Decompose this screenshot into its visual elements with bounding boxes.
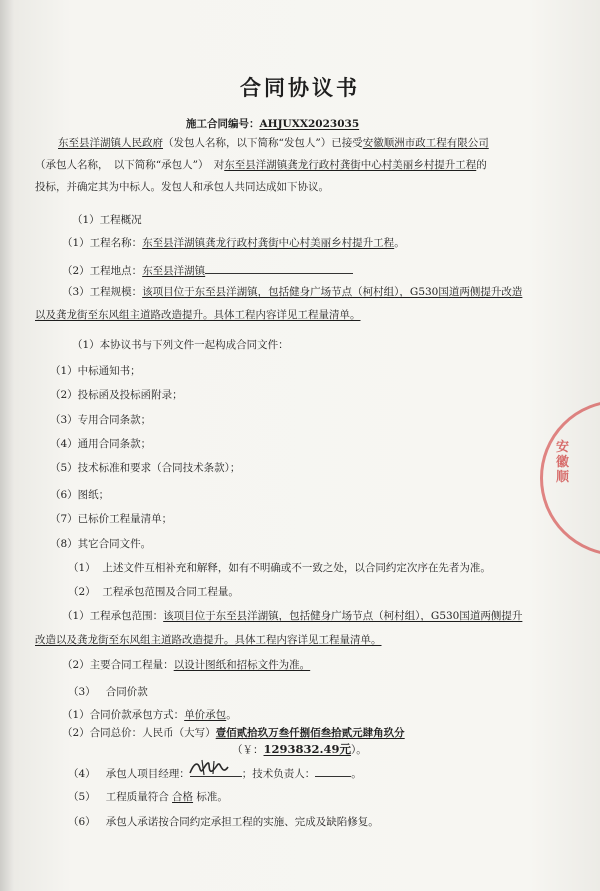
priority-note-text: 上述文件互相补充和解释，如有不明确或不一致之处，以合同约定次序在先者为准。 [102, 562, 491, 574]
section-5-number: （4） [68, 768, 96, 780]
total-price-close: ）。 [351, 744, 367, 756]
company-seal-text: 安徽顺 [556, 440, 570, 485]
project-name-value: 东至县洋湖镇龚龙行政村龚街中心村美丽乡村提升工程 [142, 237, 395, 249]
pricing-mode-tail: 。 [226, 709, 237, 721]
section-3-number: （2） [68, 586, 96, 598]
tech-lead-blank [315, 765, 351, 777]
total-price-number-line [232, 742, 367, 757]
pricing-mode-label: （1）合同价款承包方式： [62, 709, 185, 721]
scope-label: （1）工程承包范围： [62, 610, 164, 622]
section-1-heading: （1）工程概况 [72, 214, 142, 226]
commitment-text: 承包人承诺按合同约定承担工程的实施、完成及缺陷修复。 [105, 816, 379, 828]
document-item-6: （6）图纸； [50, 489, 110, 501]
commitment-line [68, 815, 379, 829]
document-item-8: （8）其它合同文件。 [50, 538, 152, 550]
section-6-number: （5） [68, 791, 96, 803]
project-name-line [62, 236, 405, 250]
project-name-tail: 。 [394, 237, 405, 249]
project-scale-line-2: 以及龚龙街至东风组主道路改造提升。具体工程内容详见工程量清单。 [35, 309, 361, 321]
document-item-5: （5）技术标准和要求（合同技术条款）； [50, 462, 241, 474]
total-price-label: （2）合同总价：人民币（大写） [62, 727, 216, 739]
scope-text-1: 该项目位于东至县洋湖镇，包括健身广场节点（柯村组），G530国道两侧提升 [163, 610, 523, 622]
total-price-line [62, 726, 405, 740]
project-name-label: （1）工程名称： [62, 237, 143, 249]
project-site-value: 东至县洋湖镇 [142, 265, 206, 277]
site-blank [205, 262, 353, 274]
section-4-number: （3） [68, 686, 96, 698]
section-2-heading: （1）本协议书与下列文件一起构成合同文件： [72, 339, 289, 351]
document-item-2: （2）投标函及投标函附录； [50, 389, 183, 401]
quantity-label: （2）主要合同工程量： [62, 659, 174, 671]
priority-note [68, 561, 491, 575]
manager-label: 承包人项目经理： [105, 768, 190, 780]
intro-line-1 [58, 136, 489, 150]
quality-suffix: 标准。 [196, 791, 228, 803]
scope-line-1 [62, 609, 522, 623]
intro-text-1: （发包人名称，以下简称“发包人”）已接受 [163, 137, 363, 149]
contract-number-line [186, 117, 359, 131]
intro-line-3: 投标，并确定其为中标人。发包人和承包人共同达成如下协议。 [35, 181, 329, 193]
quality-prefix: 工程质量符合 [105, 791, 169, 803]
project-scale-label: （3）工程规模： [62, 286, 143, 298]
project-scale-text-1: 该项目位于东至县洋湖镇，包括健身广场节点（柯村组），G530国道两侧提升改造 [142, 286, 523, 298]
quality-line [68, 790, 228, 804]
project-scale-line-1 [62, 285, 522, 299]
document-item-7: （7）已标价工程量清单； [50, 513, 173, 525]
contract-number: AHJUXX2023035 [259, 118, 360, 130]
tech-lead-label: ；技术负责人： [241, 768, 316, 780]
project-name: 东至县洋湖镇龚龙行政村龚街中心村美丽乡村提升工程 [224, 159, 477, 171]
scope-line-2: 改造以及龚龙街至东风组主道路改造提升。具体工程内容详见工程量清单。 [35, 634, 382, 646]
project-site-label: （2）工程地点： [62, 265, 143, 277]
section-3-heading [68, 585, 239, 599]
section-4-title: 合同价款 [105, 686, 148, 698]
document-item-4: （4）通用合同条款； [50, 438, 152, 450]
total-price-open: （￥： [232, 744, 264, 756]
contractor-name: 安徽顺洲市政工程有限公司 [362, 137, 489, 149]
quality-value: 合格 [172, 791, 194, 803]
pricing-mode-line [62, 708, 237, 722]
page-edge-shadow [0, 0, 14, 891]
pricing-mode-value: 单价承包 [184, 709, 227, 721]
intro-line-2 [35, 158, 487, 172]
document-title: 合同协议书 [240, 75, 360, 100]
section-3-title: 工程承包范围及合同工程量。 [102, 586, 239, 598]
quantity-line [62, 658, 310, 672]
document-item-3: （3）专用合同条款； [50, 414, 152, 426]
total-price-words: 壹佰贰拾玖万叁仟捌佰叁拾贰元肆角玖分 [215, 727, 405, 739]
document-item-1: （1）中标通知书； [50, 365, 141, 377]
section-4-heading [68, 685, 148, 699]
intro-text-2: （承包人名称， 以下简称“承包人”） 对 [35, 159, 225, 171]
quantity-value: 以设计图纸和招标文件为准。 [173, 659, 311, 671]
manager-signature [186, 757, 236, 779]
project-site-line [62, 262, 353, 278]
tech-lead-tail: 。 [351, 768, 362, 780]
section-7-number: （6） [68, 816, 96, 828]
intro-text-3: 的 [476, 159, 487, 171]
contract-number-label: 施工合同编号： [186, 118, 260, 130]
priority-note-number: （1） [68, 562, 96, 574]
employer-name: 东至县洋湖镇人民政府 [58, 137, 163, 149]
total-price-number: 1293832.49元 [263, 742, 352, 756]
